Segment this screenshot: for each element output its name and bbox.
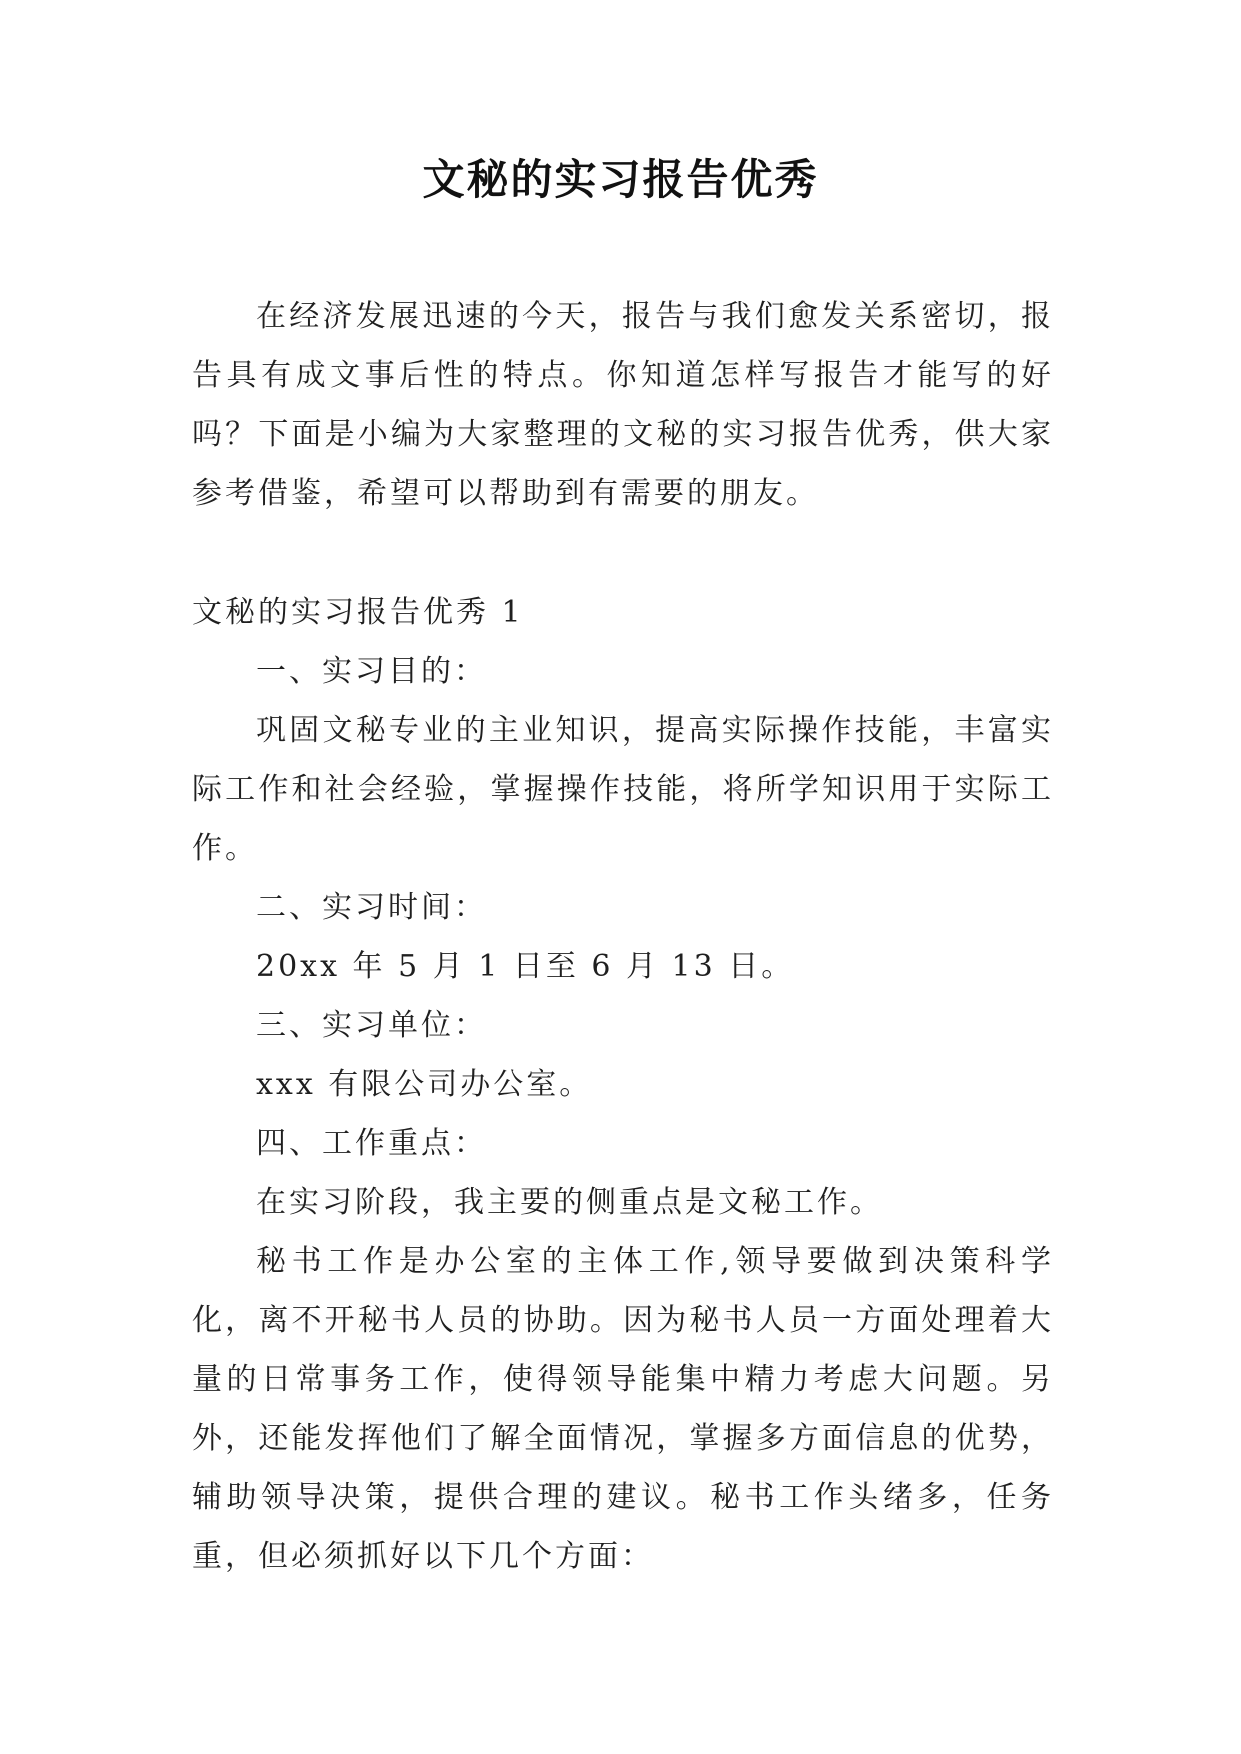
purpose-heading: 一、实习目的： xyxy=(256,654,487,689)
paragraph-spacer xyxy=(192,523,1054,583)
document-body xyxy=(192,287,1054,1586)
focus-heading: 四、工作重点： xyxy=(256,1126,487,1161)
section-heading: 文秘的实习报告优秀 1 xyxy=(192,595,524,630)
intro-paragraph: 在经济发展迅速的今天，报告与我们愈发关系密切，报告具有成文事后性的特点。你知道怎样写报告才能写的好吗？下面是小编为大家整理的文秘的实习报告优秀，供大家参考借鉴，希望可以帮助到有需要的朋友。 xyxy=(192,299,1054,511)
unit-heading: 三、实习单位： xyxy=(256,1008,487,1043)
time-heading: 二、实习时间： xyxy=(256,890,487,925)
purpose-paragraph: 巩固文秘专业的主业知识，提高实际操作技能，丰富实际工作和社会经验，掌握操作技能，将所学知识用于实际工作。 xyxy=(192,713,1054,866)
secretary-paragraph: 秘书工作是办公室的主体工作,领导要做到决策科学化，离不开秘书人员的协助。因为秘书人员一方面处理着大量的日常事务工作，使得领导能集中精力考虑大问题。另外，还能发挥他们了解全面情况，掌握多方面信息的优势，辅助领导决策，提供合理的建议。秘书工作头绪多，任务重，但必须抓好以下几个方面： xyxy=(192,1244,1054,1574)
document-title: 文秘的实习报告优秀 xyxy=(422,155,819,204)
unit-paragraph: xxx 有限公司办公室。 xyxy=(256,1067,593,1102)
focus-paragraph: 在实习阶段，我主要的侧重点是文秘工作。 xyxy=(256,1185,883,1220)
time-paragraph: 20xx 年 5 月 1 日至 6 月 13 日。 xyxy=(256,949,795,984)
